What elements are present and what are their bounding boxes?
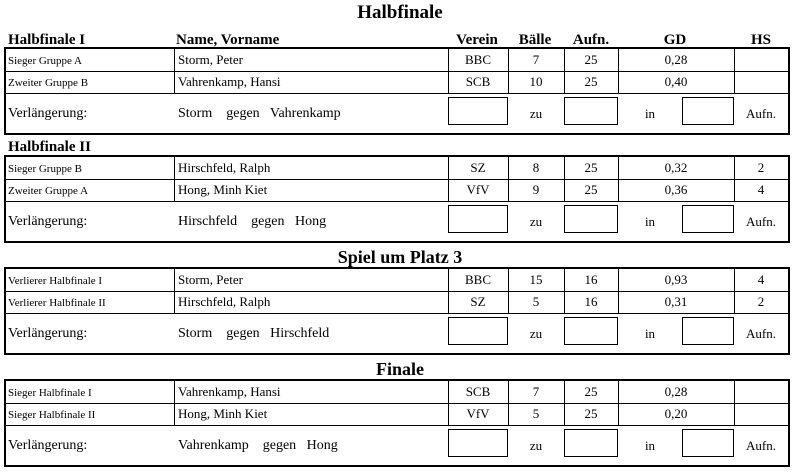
header-hs: HS <box>750 32 771 48</box>
extension-row <box>6 201 788 243</box>
extension-label: Verlängerung: <box>8 214 88 229</box>
balls: 5 <box>532 294 540 309</box>
row-divider <box>6 179 788 180</box>
match-table <box>4 379 790 467</box>
column-divider <box>174 381 175 425</box>
extension-label: Verlängerung: <box>8 326 88 341</box>
player-name: Vahrenkamp, Hansi <box>178 384 281 399</box>
column-divider <box>174 49 175 93</box>
extension-score-a-field[interactable] <box>448 429 508 457</box>
innings: 25 <box>584 52 598 67</box>
player-name: Hong, Minh Kiet <box>178 182 268 197</box>
extension-in: in <box>644 214 656 229</box>
extension-aufn: Aufn. <box>746 438 776 453</box>
extension-score-b-field[interactable] <box>564 317 618 345</box>
extension-match: Storm gegen Hirschfeld <box>178 326 330 341</box>
column-divider <box>734 381 735 425</box>
extension-score-b-field[interactable] <box>564 205 618 233</box>
average: 0,32 <box>664 160 688 175</box>
average: 0,36 <box>664 182 688 197</box>
extension-zu: zu <box>529 214 543 229</box>
header-name: Name, Vorname <box>176 32 280 48</box>
header-aufn: Aufn. <box>572 32 610 48</box>
extension-zu: zu <box>529 326 543 341</box>
column-divider <box>174 157 175 201</box>
club: BBC <box>464 52 491 67</box>
section-heading: Finale <box>376 359 424 379</box>
extension-innings-field[interactable] <box>682 317 734 345</box>
extension-row <box>6 93 788 135</box>
high-series: 4 <box>757 272 765 287</box>
club: SZ <box>470 294 486 309</box>
high-series: 2 <box>757 160 765 175</box>
balls: 9 <box>532 182 540 197</box>
club: SCB <box>465 384 491 399</box>
average: 0,93 <box>664 272 688 287</box>
row-label: Zweiter Gruppe A <box>8 185 89 197</box>
extension-innings-field[interactable] <box>682 97 734 125</box>
extension-aufn: Aufn. <box>746 106 776 121</box>
extension-score-a-field[interactable] <box>448 317 508 345</box>
extension-in: in <box>644 326 656 341</box>
balls: 7 <box>532 52 540 67</box>
player-name: Vahrenkamp, Hansi <box>178 74 281 89</box>
header-round: Halbfinale I <box>8 32 86 48</box>
innings: 25 <box>584 182 598 197</box>
header-gd: GD <box>663 32 687 48</box>
row-divider <box>6 71 788 72</box>
player-name: Storm, Peter <box>178 52 243 67</box>
extension-match: Vahrenkamp gegen Hong <box>178 438 338 453</box>
player-name: Hirschfeld, Ralph <box>178 160 271 175</box>
club: SZ <box>470 160 486 175</box>
innings: 25 <box>584 406 598 421</box>
high-series: 2 <box>757 294 765 309</box>
balls: 15 <box>529 272 543 287</box>
extension-label: Verlängerung: <box>8 438 88 453</box>
average: 0,28 <box>664 384 688 399</box>
innings: 16 <box>584 272 598 287</box>
row-divider <box>6 403 788 404</box>
extension-in: in <box>644 438 656 453</box>
average: 0,40 <box>664 74 688 89</box>
row-label: Sieger Halbfinale II <box>8 409 96 421</box>
header-verein: Verein <box>456 32 498 48</box>
row-label: Sieger Gruppe A <box>8 55 82 67</box>
club: VfV <box>466 182 490 197</box>
extension-match: Storm gegen Vahrenkamp <box>178 106 341 121</box>
balls: 10 <box>529 74 543 89</box>
row-divider <box>6 291 788 292</box>
page-title: Halbfinale <box>357 2 443 23</box>
extension-innings-field[interactable] <box>682 429 734 457</box>
match-table <box>4 155 790 243</box>
extension-score-b-field[interactable] <box>564 429 618 457</box>
extension-innings-field[interactable] <box>682 205 734 233</box>
extension-aufn: Aufn. <box>746 214 776 229</box>
innings: 25 <box>584 384 598 399</box>
balls: 5 <box>532 406 540 421</box>
player-name: Hirschfeld, Ralph <box>178 294 271 309</box>
player-name: Hong, Minh Kiet <box>178 406 268 421</box>
row-label: Zweiter Gruppe B <box>8 77 89 89</box>
row-label: Sieger Gruppe B <box>8 163 82 175</box>
innings: 25 <box>584 74 598 89</box>
high-series: 4 <box>757 182 765 197</box>
extension-score-a-field[interactable] <box>448 97 508 125</box>
extension-score-a-field[interactable] <box>448 205 508 233</box>
balls: 8 <box>532 160 540 175</box>
header-baelle: Bälle <box>518 32 552 48</box>
innings: 25 <box>584 160 598 175</box>
average: 0,20 <box>664 406 688 421</box>
extension-zu: zu <box>529 438 543 453</box>
section-heading: Spiel um Platz 3 <box>337 247 463 267</box>
column-divider <box>174 269 175 313</box>
extension-row <box>6 425 788 467</box>
column-divider <box>734 49 735 93</box>
extension-zu: zu <box>529 106 543 121</box>
row-label: Verlierer Halbfinale I <box>8 275 103 287</box>
club: VfV <box>466 406 490 421</box>
row-label: Sieger Halbfinale I <box>8 387 92 399</box>
player-name: Storm, Peter <box>178 272 243 287</box>
match-table <box>4 267 790 355</box>
row-label: Verlierer Halbfinale II <box>8 297 106 309</box>
average: 0,28 <box>664 52 688 67</box>
match-table <box>4 47 790 135</box>
section-heading: Halbfinale II <box>8 139 91 155</box>
extension-row <box>6 313 788 355</box>
extension-score-b-field[interactable] <box>564 97 618 125</box>
extension-in: in <box>644 106 656 121</box>
innings: 16 <box>584 294 598 309</box>
club: SCB <box>465 74 491 89</box>
extension-label: Verlängerung: <box>8 106 88 121</box>
average: 0,31 <box>664 294 688 309</box>
extension-aufn: Aufn. <box>746 326 776 341</box>
extension-match: Hirschfeld gegen Hong <box>178 214 327 229</box>
balls: 7 <box>532 384 540 399</box>
club: BBC <box>464 272 491 287</box>
